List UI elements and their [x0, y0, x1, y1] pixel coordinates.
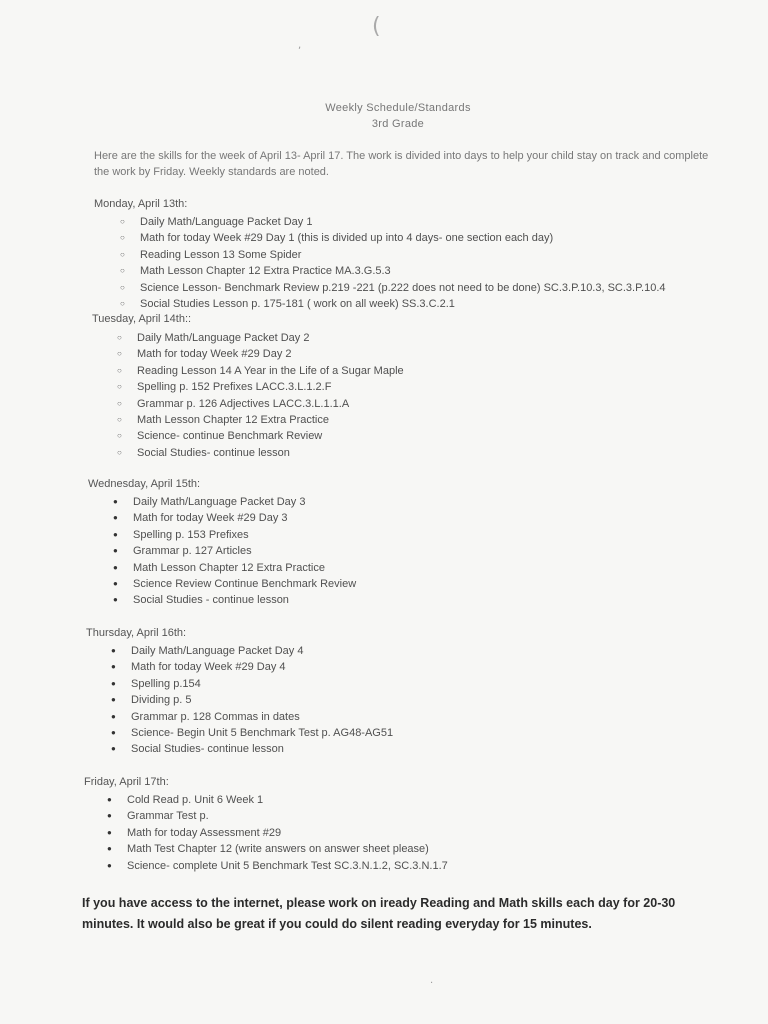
list-item: ● Math for today Week #29 Day 3 [133, 510, 356, 526]
bullet-icon: ● [113, 579, 118, 589]
hollow-bullet-icon: ○ [120, 217, 125, 226]
bullet-icon: ● [111, 646, 116, 655]
list-item: ○ Science- continue Benchmark Review [137, 428, 404, 444]
bullet-icon: ● [113, 529, 118, 539]
list-item: ● Spelling p. 153 Prefixes [133, 527, 356, 543]
bullet-icon: ● [111, 678, 116, 688]
bullet-icon: ● [111, 662, 116, 672]
bullet-icon: ● [113, 513, 118, 523]
bullet-icon: ● [107, 844, 112, 854]
list-item: ● Grammar Test p. [127, 808, 448, 824]
list-item: ○ Spelling p. 152 Prefixes LACC.3.L.1.2.F [137, 379, 404, 395]
list-item: ● Math Test Chapter 12 (write answers on answer sheet please) [127, 841, 448, 857]
list-item: ● Science Review Continue Benchmark Review [133, 576, 356, 592]
hollow-bullet-icon: ○ [117, 431, 122, 441]
day-list-thursday [111, 643, 394, 758]
list-item: ● Social Studies - continue lesson [133, 592, 356, 608]
scan-artifact-dot: · [430, 978, 434, 989]
list-item: ● Science- complete Unit 5 Benchmark Test SC.3.N.1.2, SC.3.N.1.7 [127, 858, 448, 874]
bullet-icon: ● [111, 711, 116, 721]
list-item: ● Cold Read p. Unit 6 Week 1 [127, 792, 448, 808]
scan-artifact-mark: ( [372, 14, 381, 39]
hollow-bullet-icon: ○ [117, 349, 122, 359]
list-item: ○ Social Studies- continue lesson [137, 445, 404, 461]
list-item: ● Social Studies- continue lesson [131, 741, 393, 757]
day-heading-tuesday: Tuesday, April 14th:: [92, 313, 192, 325]
bullet-icon: ● [107, 811, 112, 821]
list-item: ● Math Lesson Chapter 12 Extra Practice [133, 560, 356, 576]
intro-paragraph: Here are the skills for the week of April 13- April 17. The work is divided into days to help your child stay on track and complete the work by Friday. Weekly standards are noted. [94, 150, 709, 178]
list-item: ● Science- Begin Unit 5 Benchmark Test p. AG48-AG51 [131, 725, 393, 741]
list-item: ● Dividing p. 5 [131, 692, 393, 708]
document-title: Weekly Schedule/Standards [325, 102, 471, 114]
list-item: ○ Reading Lesson 13 Some Spider [140, 247, 666, 263]
list-item: ○ Social Studies Lesson p. 175-181 ( work on all week) SS.3.C.2.1 [140, 296, 666, 312]
bullet-icon: ● [107, 795, 112, 804]
bullet-icon: ● [111, 744, 116, 754]
bullet-icon: ● [111, 695, 116, 705]
list-item: ○ Math Lesson Chapter 12 Extra Practice MA.3.G.5.3 [140, 263, 666, 279]
list-item: ● Math for today Assessment #29 [127, 825, 448, 841]
list-item: ● Grammar p. 128 Commas in dates [131, 709, 393, 725]
bullet-icon: ● [111, 728, 116, 738]
bullet-icon: ● [113, 497, 118, 506]
bullet-icon: ● [113, 562, 118, 572]
list-item: ○ Math for today Week #29 Day 2 [137, 346, 404, 362]
hollow-bullet-icon: ○ [120, 249, 125, 259]
day-heading-friday: Friday, April 17th: [84, 776, 169, 788]
closing-note: If you have access to the internet, please work on iready Reading and Math skills each day for 20-30 minutes. It would also be great if you could do silent reading everyday for 15 minutes. [82, 896, 676, 931]
list-item: ○ Math for today Week #29 Day 1 (this is divided up into 4 days- one section each day) [140, 230, 666, 246]
hollow-bullet-icon: ○ [120, 299, 125, 309]
document-grade: 3rd Grade [371, 118, 425, 130]
day-list-monday [120, 214, 666, 312]
day-heading-thursday: Thursday, April 16th: [86, 627, 187, 639]
bullet-icon: ● [107, 827, 112, 837]
list-item: ● Daily Math/Language Packet Day 3 [133, 494, 356, 510]
day-list-tuesday [117, 330, 404, 461]
hollow-bullet-icon: ○ [117, 398, 122, 408]
list-item: ● Daily Math/Language Packet Day 4 [131, 643, 393, 659]
day-heading-monday: Monday, April 13th: [94, 198, 188, 210]
list-item: ● Spelling p.154 [131, 676, 393, 692]
hollow-bullet-icon: ○ [117, 382, 122, 392]
list-item: ○ Math Lesson Chapter 12 Extra Practice [137, 412, 404, 428]
list-item: ● Math for today Week #29 Day 4 [131, 659, 393, 675]
bullet-icon: ● [113, 546, 118, 556]
hollow-bullet-icon: ○ [117, 365, 122, 375]
day-list-friday [107, 792, 448, 874]
hollow-bullet-icon: ○ [120, 282, 125, 292]
hollow-bullet-icon: ○ [117, 447, 122, 457]
bullet-icon: ● [113, 595, 118, 605]
bullet-icon: ● [107, 860, 112, 870]
hollow-bullet-icon: ○ [120, 266, 125, 276]
list-item: ○ Daily Math/Language Packet Day 1 [140, 214, 666, 230]
list-item: ● Grammar p. 127 Articles [133, 543, 356, 559]
hollow-bullet-icon: ○ [117, 333, 122, 342]
list-item: ○ Reading Lesson 14 A Year in the Life of a Sugar Maple [137, 363, 404, 379]
hollow-bullet-icon: ○ [117, 415, 122, 425]
list-item: ○ Science Lesson- Benchmark Review p.219 -221 (p.222 does not need to be done) SC.3.P.10.3, SC.3.P.10.4 [140, 280, 666, 296]
scan-artifact-dot: , [298, 40, 302, 51]
day-list-wednesday [113, 494, 357, 609]
hollow-bullet-icon: ○ [120, 233, 125, 243]
day-heading-wednesday: Wednesday, April 15th: [88, 478, 201, 490]
list-item: ○ Daily Math/Language Packet Day 2 [137, 330, 404, 346]
list-item: ○ Grammar p. 126 Adjectives LACC.3.L.1.1.A [137, 396, 404, 412]
